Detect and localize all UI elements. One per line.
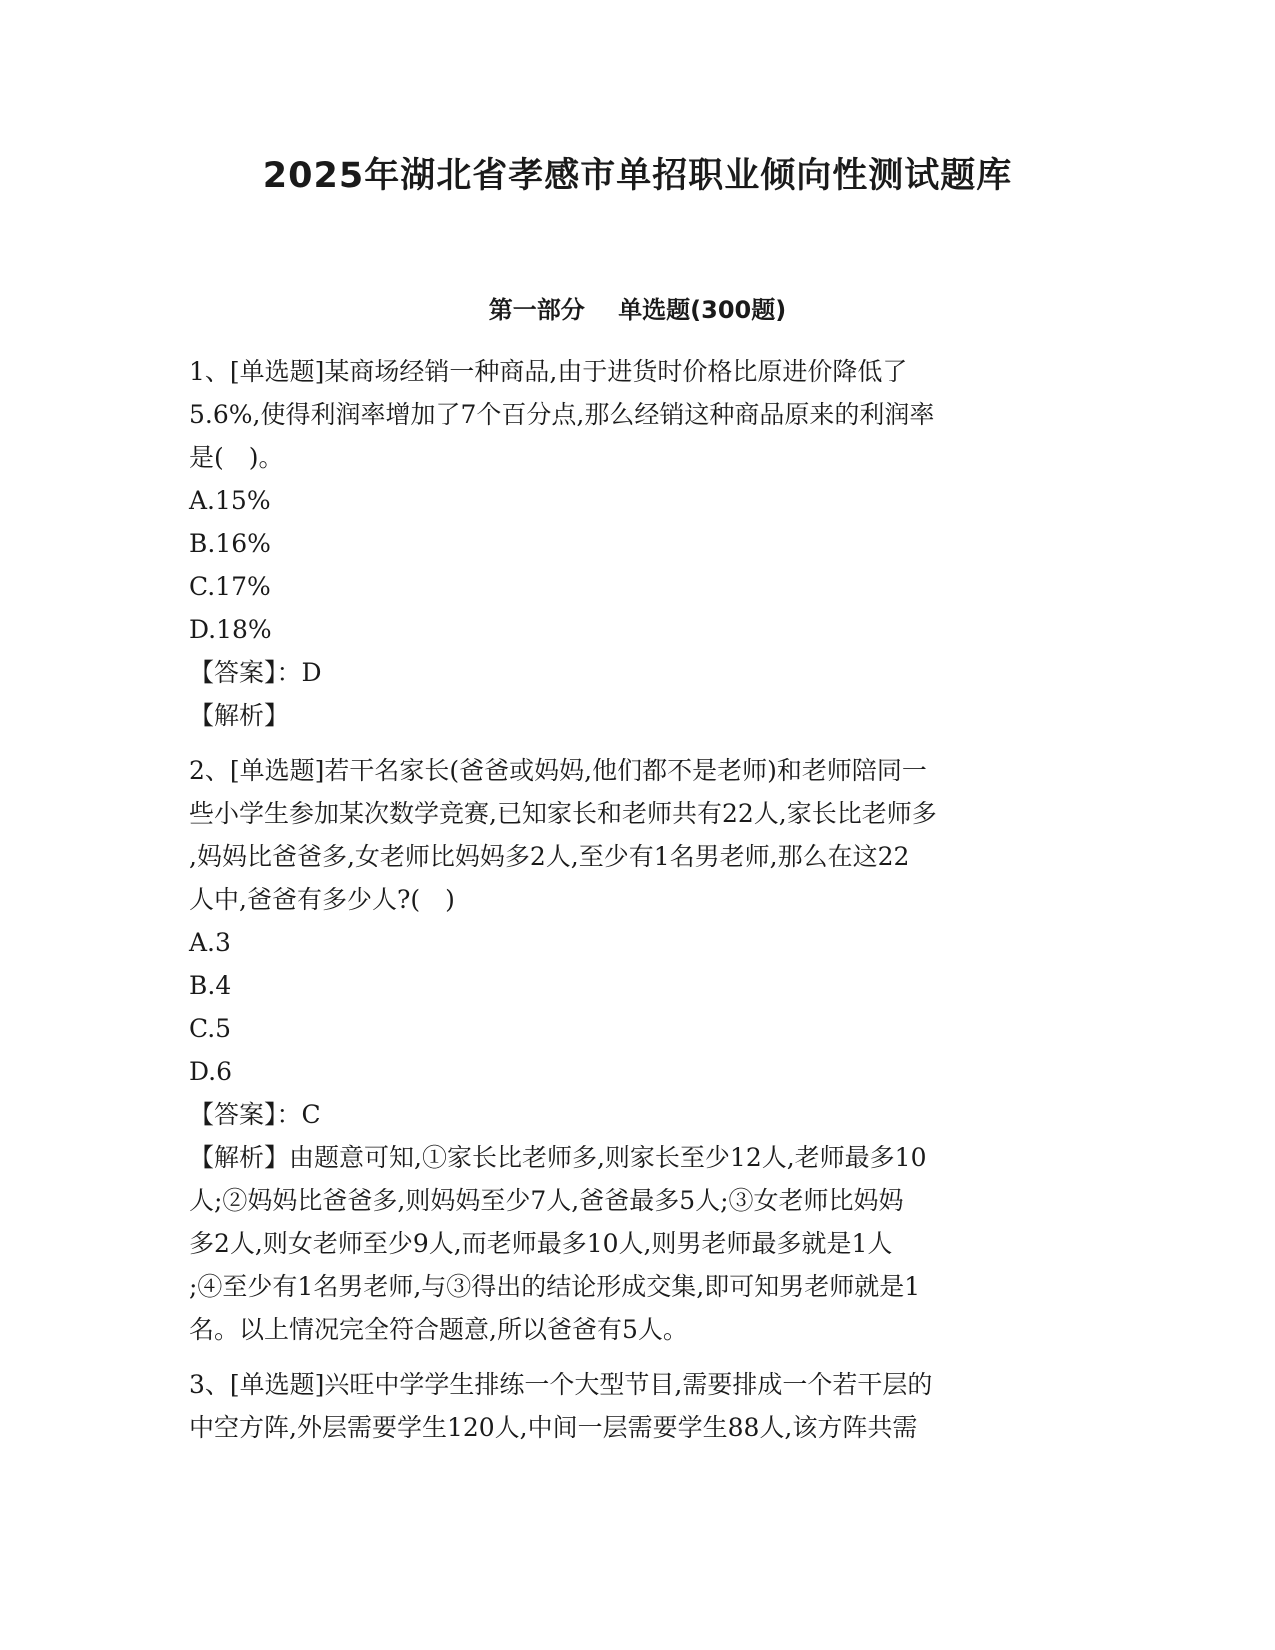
analysis-label: 【解析】 xyxy=(189,1143,290,1172)
answer-value: ：C xyxy=(276,1100,321,1129)
option-b: B.16% xyxy=(189,529,271,558)
question-list xyxy=(189,350,1089,1461)
option-a: A.15% xyxy=(189,486,271,515)
question-3 xyxy=(189,1363,1089,1449)
analysis-text-line: 名。以上情况完全符合题意,所以爸爸有5人。 xyxy=(189,1315,688,1344)
section-name: 单选题(300题) xyxy=(618,296,787,324)
option-c: C.17% xyxy=(189,572,271,601)
question-stem-line: 人中,爸爸有多少人?( ) xyxy=(189,885,455,914)
analysis-label: 【解析】 xyxy=(189,701,290,730)
document-title: 2025年湖北省孝感市单招职业倾向性测试题库 xyxy=(262,156,1013,196)
question-stem-line: 3、[单选题]兴旺中学学生排练一个大型节目,需要排成一个若干层的 xyxy=(189,1370,933,1399)
option-a: A.3 xyxy=(189,928,231,957)
question-stem-line: 中空方阵,外层需要学生120人,中间一层需要学生88人,该方阵共需 xyxy=(189,1413,918,1442)
answer-row xyxy=(189,651,1089,694)
question-stem-line: 是( )。 xyxy=(189,443,284,472)
analysis-text-line: 多2人,则女老师至少9人,而老师最多10人,则男老师最多就是1人 xyxy=(189,1229,893,1258)
analysis-row xyxy=(189,694,1089,737)
question-1 xyxy=(189,350,1089,737)
question-stem-line: 2、[单选题]若干名家长(爸爸或妈妈,他们都不是老师)和老师陪同一 xyxy=(189,756,927,785)
option-d: D.18% xyxy=(189,615,272,644)
analysis-text-line: ;④至少有1名男老师,与③得出的结论形成交集,即可知男老师就是1 xyxy=(189,1272,921,1301)
answer-row xyxy=(189,1093,1089,1136)
question-stem-line: 些小学生参加某次数学竞赛,已知家长和老师共有22人,家长比老师多 xyxy=(189,799,937,828)
section-heading xyxy=(0,290,1275,325)
answer-label: 【答案】 xyxy=(189,658,277,687)
analysis-row xyxy=(189,1136,1089,1179)
question-stem-line: 5.6%,使得利润率增加了7个百分点,那么经销这种商品原来的利润率 xyxy=(189,400,935,429)
answer-label: 【答案】 xyxy=(189,1100,277,1129)
option-b: B.4 xyxy=(189,971,232,1000)
analysis-text-line: 人;②妈妈比爸爸多,则妈妈至少7人,爸爸最多5人;③女老师比妈妈 xyxy=(189,1186,904,1215)
option-c: C.5 xyxy=(189,1014,232,1043)
question-stem-line: 1、[单选题]某商场经销一种商品,由于进货时价格比原进价降低了 xyxy=(189,357,908,386)
question-stem-line: ,妈妈比爸爸多,女老师比妈妈多2人,至少有1名男老师,那么在这22 xyxy=(189,842,910,871)
analysis-text-line: 由题意可知,①家长比老师多,则家长至少12人,老师最多10 xyxy=(289,1143,927,1172)
option-d: D.6 xyxy=(189,1057,233,1086)
answer-value: ：D xyxy=(276,658,322,687)
question-2 xyxy=(189,749,1089,1351)
section-part: 第一部分 xyxy=(488,296,585,324)
